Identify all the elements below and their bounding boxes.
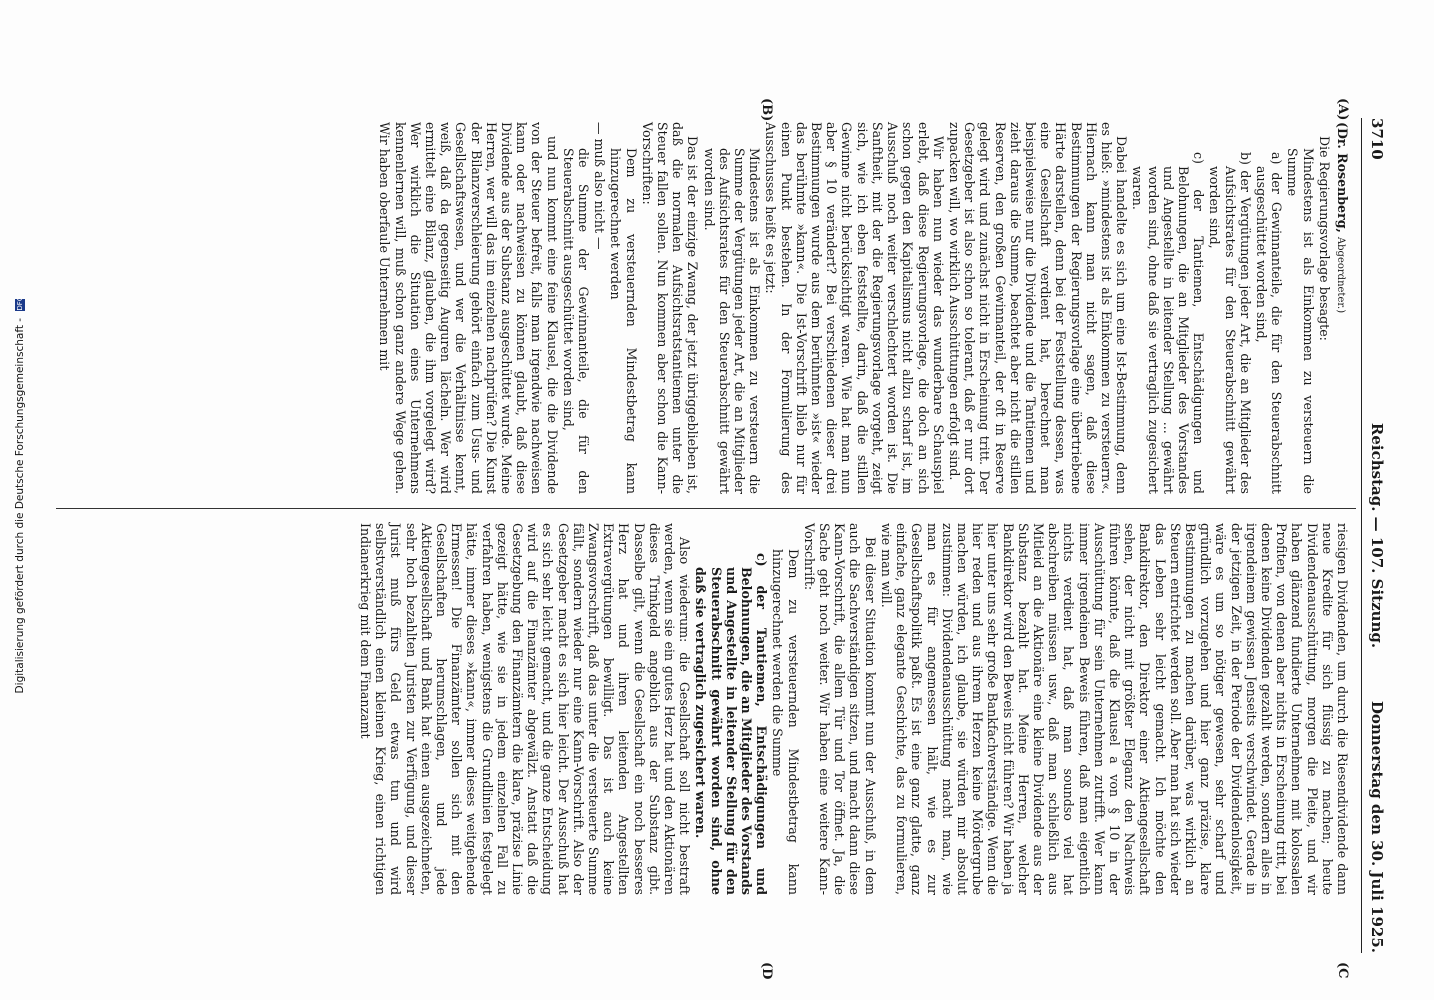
footer-text: Digitalisierung gefördert durch die Deutsche Forschungsgemeinschaft - [14, 317, 26, 694]
paragraph: Dabei handelte es sich um eine Ist-Bestimmung, denn es hieß: »mindestens ist als Einkommen zu versteuern«. Hiernach kann man nicht sagen, daß diese Bestimmungen der Regierungsvorlage eine übertriebene Härte darstellen, denn bei der Feststellung dessen, was eine Gesellschaft verdient hat, berechnet man beispielsweise nur die Dividende und die Tantiemen und zieht daraus die Summe, beachtet aber nicht die stillen Reserven, den großen Gewinnanteil, der oft in Reserve gelegt wird und zunächst nicht in Erscheinung tritt. Der Gesetzgeber ist also schon so tolerant, daß er nur dort zupacken will, wo wirklich Ausschüttungen erfolgt sind. [946, 122, 1130, 494]
margin-mark-d: (D [759, 962, 774, 980]
quote: die Summe der Gewinnanteile, die für den Steuerabschnitt ausgeschüttet worden sind, [560, 148, 592, 494]
paragraph: Die Regierungsvorlage besagte: [1316, 136, 1332, 341]
speaker-line [1333, 122, 1350, 494]
footer-credit [14, 16, 26, 976]
quote-item-a: a) der Gewinnanteile, die für den Steuerabschnitt ausgeschüttet worden sind, [1253, 152, 1285, 494]
quote: Mindestens ist als Einkommen zu versteuern die Summe der Vergütungen jeder Art, die an Mitglieder des Aufsichtsrates für den Steuerabschnitt gewährt worden sind. [701, 148, 763, 494]
speaker-note: Abgeordneter.) [1335, 236, 1346, 314]
paragraph: Wir haben nun wieder das wunderbare Schauspiel erlebt, daß diese Regierungsvorlage, die doch an sich schon gegen den Kapitalismus nicht allzu scharf ist, im Ausschuß noch weiter verschlechtert worden ist. Die Sanftheit, mit der die Regierungsvorlage vorgeht, zeigt sich, wie ich eben feststellte, darin, daß die stillen Gewinne nicht berücksichtigt waren. Wie hat man nun aber § 10 verändert? Bei verschiedenen dieser drei Bestimmungen wurde aus dem berühmten »ist« wieder das berühmte »kann«. Die Ist-Vorschrift blieb nur für einen Punkt bestehen. In der Formulierung des Ausschusses heißt es jetzt: [763, 122, 946, 494]
paragraph: Bei dieser Situation kommt nun der Ausschuß, in dem auch die Sachverständigen sitzen, und macht dann diese Kann-Vorschrift, die allem Tür und Tor öffnet. Ja, die Sache geht noch weiter. Wir haben eine weitere Kann-Vorschrift: [801, 523, 878, 895]
quote: — muß also nicht — [592, 122, 608, 250]
quote: Dem zu versteuernden Mindestbetrag kann hinzugerechnet werden [608, 148, 639, 494]
column-separator [56, 508, 1356, 509]
page-header-title: Reichstag. — 107. Sitzung. [1368, 422, 1386, 649]
paragraph: riesigen Dividenden, um durch die Riesendividende dann neue Kredite für sich flüssig zu machen; heute Dividendenausschüttung, morgen die Pleite, und wir haben glänzend fundierte Unternehmen mit kolossalen Profiten, von denen aber nichts in Erscheinung tritt, bei denen keine Dividenden gezahlt werden, sondern alles in irgendeinem gewissen Jenseits verschwindet. Gerade in der jetzigen Zeit, in der Periode der Dividendenlosigkeit, wäre es um so nötiger gewesen, sehr scharf und gründlich vorzugehen und hier ganz präzise, klare Bestimmungen zu machen darüber, was wirklich an Steuern entrichtet werden soll. Aber man hat sich wieder das Leben sehr leicht gemacht. Ich möchte den Bankdirektor, den Direktor einer Aktiengesellschaft sehen, der nicht mit größter Eleganz den Nachweis führen könnte, daß die Klausel a von § 10 in der Ausschüttung für sein Unternehmen zutrifft. Wer kann immer irgendeinen Beweis führen, daß man eigentlich nichts verdient hat, daß man soundso viel hat abschreiben müssen usw., daß man schließlich aus Mitleid an die Aktionäre eine kleine Dividende aus der Substanz bezahlt hat. Meine Herren, welcher Bankdirektor wird den Beweis nicht führen? Wir haben ja hier unter uns sehr große Bankfachverständige. Wenn die hier reden und aus ihrem Herzen keine Mördergrube machen würden, ich glaube, sie würden mir absolut zustimmen: Dividendenausschüttung macht man, wie man es für angemessen hält, wie es zur Gesellschaftspolitik paßt. Es ist eine ganz glatte, ganz einfache, ganz elegante Geschichte, das zu formulieren, wie man will. [878, 523, 1350, 895]
margin-mark-c: (C [1335, 962, 1350, 979]
quote: Mindestens ist als Einkommen zu versteuern die Summe [1285, 148, 1316, 494]
right-column [357, 523, 1350, 895]
paragraph: und nun kommt eine feine Klausel, die die Dividende von der Steuer befreit, falls man irgendwie nachweisen kann oder nachweisen zu können glaubt, daß diese Dividende aus der Substanz ausgeschüttet wurde. Meine Herren, wer will das im einzelnen nachprüfen? Die Kunst der Bilanzverschleierung gehört einfach zum Usus- und Gesellschaftswesen, und wer die Verhältnisse kennt, weiß, daß da gegenseitig Auguren lächeln. Wer wird ermittelt eine Bilanz, glauben, die ihm vorgelegt wird? Wer wirklich die Situation eines Unternehmens kennenlernen will, muß schon ganz andere Wege gehen. Wir haben oberfaule Unternehmen mit [377, 122, 560, 494]
page-header-date: Donnerstag den 30. Juli 1925. [1368, 700, 1386, 953]
left-column [376, 122, 1350, 494]
margin-mark-a: (A) [1335, 98, 1350, 121]
speaker-name: (Dr. Rosenberg, [1335, 122, 1350, 233]
quote-item-c: c) der Tantiemen, Entschädigungen und Belohnungen, die an Mitglieder des Vorstands und Angestellte in leitender Stellung für den Steuerabschnitt gewährt worden sind, ohne daß sie vertraglich zugesichert waren. [693, 553, 770, 895]
page-header [1364, 118, 1386, 953]
quote: Dem zu versteuernden Mindestbetrag kann hinzugerechnet werden die Summe [770, 549, 801, 895]
dfg-logo-icon: DFG [16, 295, 24, 311]
header-rule [1361, 118, 1362, 953]
paragraph: Das ist der einzige Zwang, der jetzt übriggeblieben ist, daß die normalen Aufsichtsratstantiemen unter die Steuer fallen sollen. Nun kommen aber schon die Kann-Vorschriften: [639, 122, 701, 494]
quote-item-c: c) der Tantiemen, Entschädigungen und Belohnungen, die an Mitglieder des Vorstandes und Angestellte in leitender Stellung ... gewährt worden sind, ohne daß sie vertraglich zugesichert waren. [1130, 152, 1207, 494]
paragraph: Also wiederum: die Gesellschaft soll nicht bestraft werden, wenn sie ein gutes Herz hat und den Aktionären dieses Trinkgeld angeblich aus der Substanz gibt. Dasselbe gilt, wenn die Gesellschaft ein noch besseres Herz hat und ihren leitenden Angestellten Extravergütungen bewilligt. Das ist auch keine Zwangsvorschrift, daß das unter die versteuerte Summe fällt, sondern wieder nur eine Kann-Vorschrift. Also der Gesetzgeber macht es sich hier leicht. Der Ausschuß hat es sich sehr leicht gemacht, und die ganze Entscheidung wird auf die Finanzämter abgewälzt. Anstatt daß die Gesetzgebung den Finanzämtern die klare, präzise Linie gezeigt hätte, wie sie in jedem einzelnen Fall zu verfahren haben, wenigstens die Grundlinien festgelegt hätte, immer dieses »kann«, immer dieses weitgehende Ermessen! Die Finanzämter sollen sich mit den Gesellschaften herumschlagen, und jede Aktiengesellschaft und Bank hat einen ausgezeichneten, sehr hoch bezahlten Juristen zur Verfügung, und dieser Jurist muß fürs Geld etwas tun und wird selbstverständlich einen kleinen Krieg, einen richtigen Indianerkrieg mit dem Finanzamt [358, 523, 693, 895]
margin-mark-b: (B) [759, 98, 774, 122]
quote-item-b: b) der Vergütungen jeder Art, die an Mitglieder des Aufsichtsrates für den Steuerabschnitt gewährt worden sind, [1207, 152, 1253, 494]
page-number: 3710 [1368, 118, 1386, 160]
